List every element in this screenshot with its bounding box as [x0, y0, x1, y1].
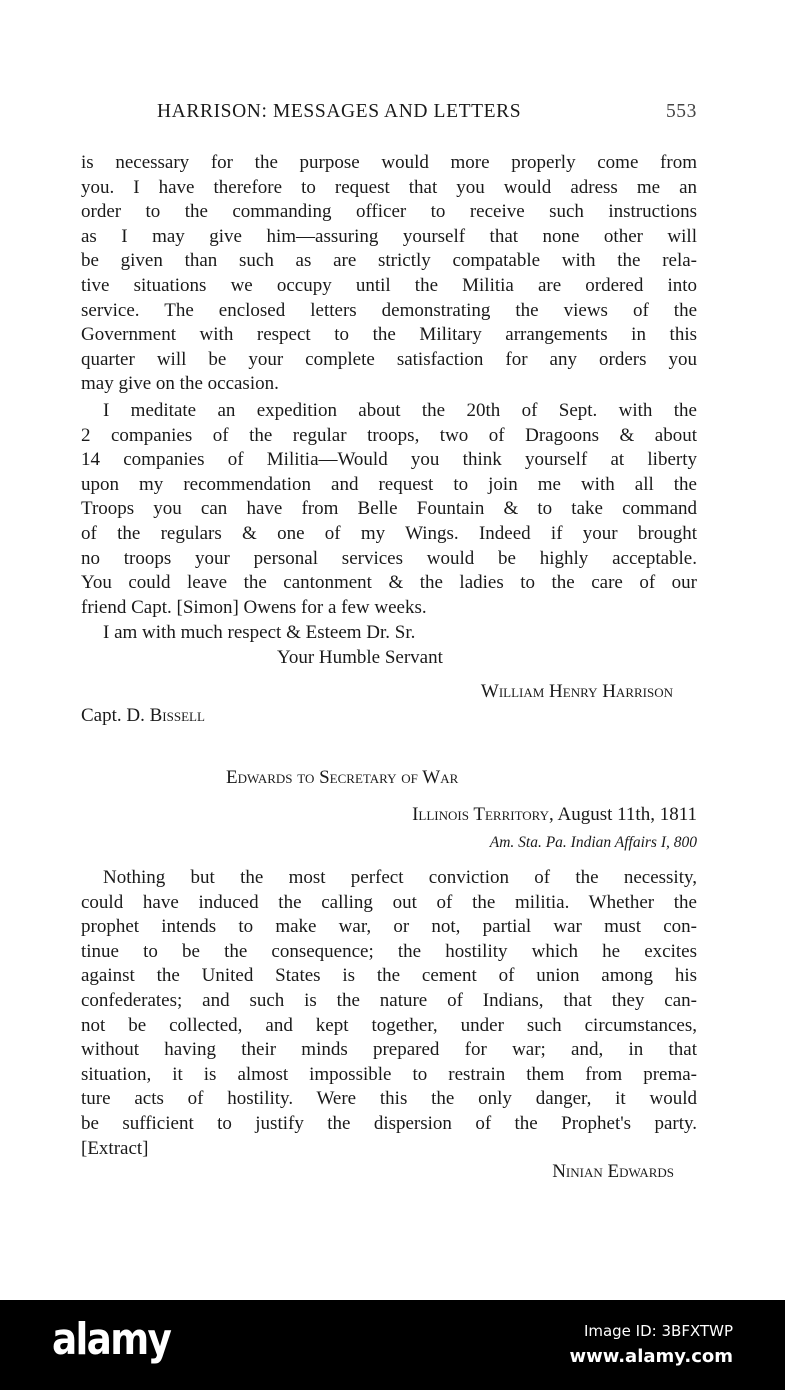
letter1-paragraph-2 — [81, 399, 697, 620]
page-number: 553 — [665, 101, 697, 122]
alamy-logo: alamy — [52, 1314, 171, 1365]
letter1-valediction: Your Humble Servant — [277, 647, 443, 668]
letter2-paragraph — [81, 866, 697, 1161]
text-line: You could leave the cantonment & the ladies to the care of our — [81, 572, 697, 594]
running-title: HARRISON: MESSAGES AND LETTERS — [157, 101, 522, 122]
text-line: Troops you can have from Belle Fountain & to take command — [81, 498, 697, 520]
text-line: 14 companies of Militia—Would you think yourself at liberty — [81, 449, 697, 471]
letter1-addressee — [81, 704, 205, 729]
letter2-signature: Ninian Edwards — [552, 1161, 674, 1182]
letter2-date: , August 11th, 1811 — [549, 804, 697, 825]
text-line: [Extract] — [81, 1137, 149, 1159]
text-line: not be collected, and kept together, under such circumstances, — [81, 1014, 697, 1036]
text-line: may give on the occasion. — [81, 373, 279, 395]
text-line: 2 companies of the regular troops, two of Dragoons & about — [81, 424, 697, 446]
text-line: I meditate an expedition about the 20th of Sept. with the — [103, 400, 697, 421]
letter1-closing: I am with much respect & Esteem Dr. Sr. — [103, 622, 416, 643]
addressee-prefix: Capt. D. — [81, 705, 150, 726]
text-line: of the regulars & one of my Wings. Indeed if your brought — [81, 522, 697, 544]
text-line: without having their minds prepared for war; and, in that — [81, 1039, 697, 1061]
letter1-signature: William Henry Harrison — [480, 681, 673, 702]
watermark-bar — [0, 1300, 785, 1390]
text-line: tinue to be the consequence; the hostility which he excites — [81, 940, 697, 962]
addressee-name: Bissell — [149, 705, 205, 726]
text-line: upon my recommendation and request to join me with all the — [81, 473, 697, 495]
text-line: against the United States is the cement of union among his — [81, 965, 697, 987]
watermark-url: www.alamy.com — [569, 1346, 733, 1367]
text-line: prophet intends to make war, or not, partial war must con- — [81, 916, 697, 938]
letter1-paragraph-1 — [81, 151, 697, 397]
text-line: is necessary for the purpose would more properly come from — [81, 152, 697, 173]
text-line: be sufficient to justify the dispersion of the Prophet's party. — [81, 1112, 697, 1134]
text-line: situation, it is almost impossible to restrain them from prema- — [81, 1063, 697, 1085]
text-line: Government with respect to the Military arrangements in this — [81, 324, 697, 346]
text-line: quarter will be your complete satisfaction for any orders you — [81, 348, 697, 370]
text-line: tive situations we occupy until the Militia are ordered into — [81, 274, 697, 296]
letter2-place: Illinois Territory — [412, 804, 550, 825]
text-line: Nothing but the most perfect conviction of the necessity, — [103, 867, 697, 888]
letter2-heading: Edwards to Secretary of War — [226, 767, 459, 788]
image-id: Image ID: 3BFXTWP — [583, 1322, 733, 1340]
text-line: service. The enclosed letters demonstrating the views of the — [81, 299, 697, 321]
letter2-dateline — [412, 803, 697, 828]
text-line: be given than such as are strictly compatable with the rela- — [81, 250, 697, 272]
text-line: could have induced the calling out of the militia. Whether the — [81, 891, 697, 913]
text-line: confederates; and such is the nature of Indians, that they can- — [81, 989, 697, 1011]
letter2-citation: Am. Sta. Pa. Indian Affairs I, 800 — [489, 834, 697, 851]
text-line: you. I have therefore to request that you would adress me an — [81, 176, 697, 198]
text-line: as I may give him—assuring yourself that none other will — [81, 225, 697, 247]
running-header — [157, 101, 697, 123]
text-line: no troops your personal services would be highly acceptable. — [81, 547, 697, 569]
text-line: friend Capt. [Simon] Owens for a few weeks. — [81, 596, 427, 618]
text-line: ture acts of hostility. Were this the only danger, it would — [81, 1088, 697, 1110]
text-line: order to the commanding officer to receive such instructions — [81, 201, 697, 223]
